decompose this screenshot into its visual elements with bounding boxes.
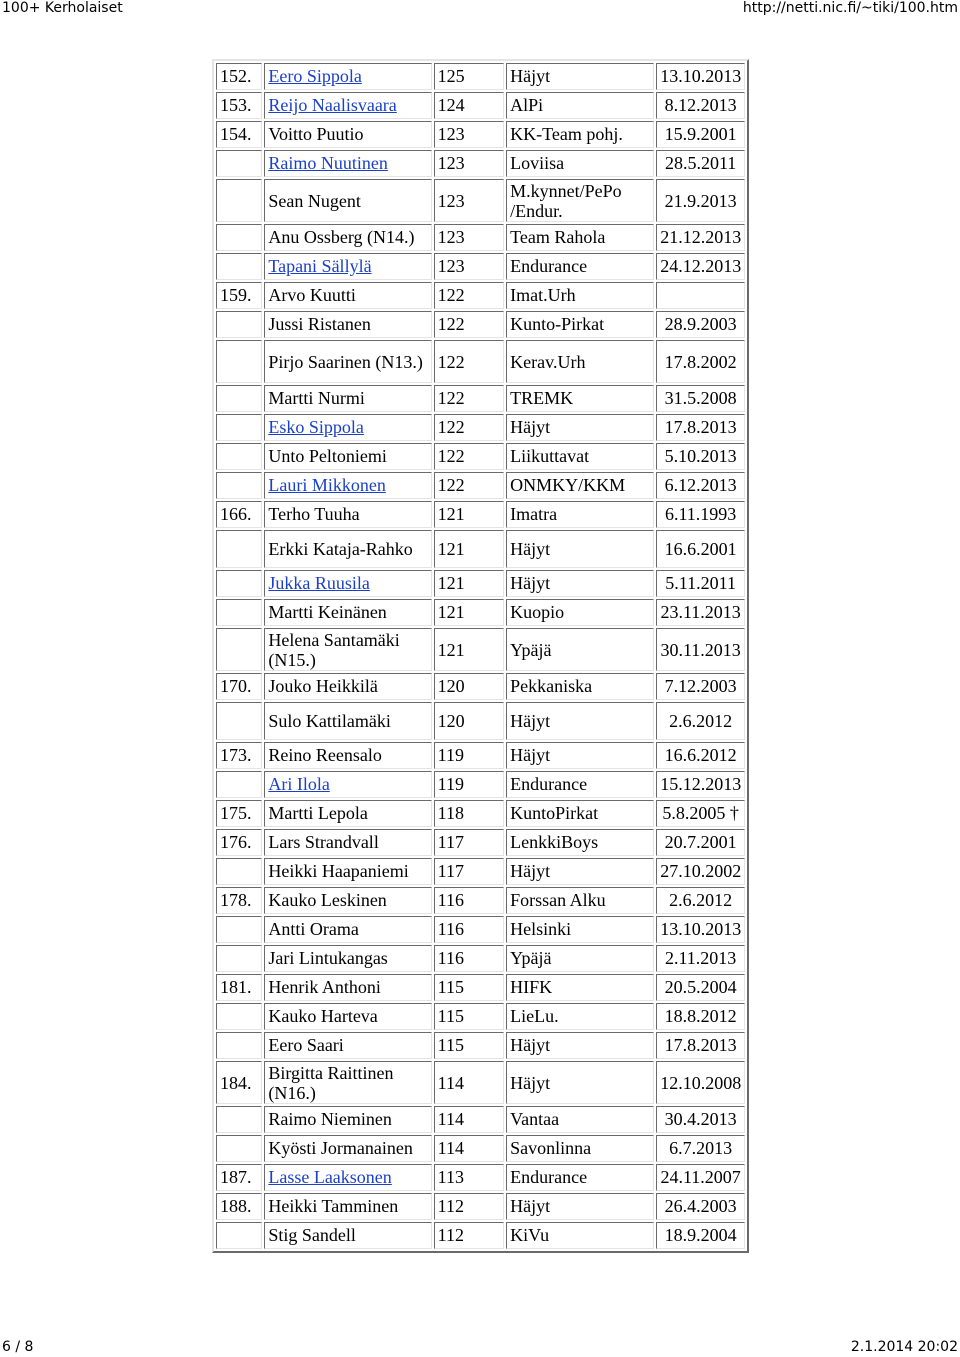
- name-cell: [264, 150, 431, 177]
- club-cell: LieLu.: [506, 1003, 654, 1030]
- club-cell: Häjyt: [506, 530, 654, 568]
- name-cell: [264, 253, 431, 280]
- points-cell: 121: [434, 570, 505, 597]
- club-cell: Häjyt: [506, 742, 654, 769]
- points-cell: 113: [434, 1164, 505, 1191]
- name-cell: Voitto Puutio: [264, 121, 431, 148]
- points-cell: 120: [434, 702, 505, 740]
- table-row: [216, 311, 745, 338]
- club-cell: Kunto-Pirkat: [506, 311, 654, 338]
- club-cell: Ypäjä: [506, 945, 654, 972]
- rank-cell: [216, 771, 262, 798]
- rank-cell: 184.: [216, 1061, 262, 1104]
- rank-cell: [216, 443, 262, 470]
- member-link[interactable]: Eero Sippola: [268, 66, 362, 86]
- points-cell: 112: [434, 1222, 505, 1249]
- club-cell: Häjyt: [506, 858, 654, 885]
- points-cell: 116: [434, 916, 505, 943]
- points-cell: 116: [434, 945, 505, 972]
- name-cell: Kauko Harteva: [264, 1003, 431, 1030]
- name-cell: Lars Strandvall: [264, 829, 431, 856]
- date-cell: 6.11.1993: [656, 501, 745, 528]
- club-cell: Liikuttavat: [506, 443, 654, 470]
- date-cell: 17.8.2002: [656, 340, 745, 383]
- date-cell: [656, 282, 745, 309]
- name-cell: Erkki Kataja-Rahko: [264, 530, 431, 568]
- name-cell: [264, 771, 431, 798]
- rank-cell: [216, 628, 262, 671]
- rank-cell: [216, 472, 262, 499]
- points-cell: 122: [434, 385, 505, 412]
- club-cell: Endurance: [506, 771, 654, 798]
- name-cell: [264, 472, 431, 499]
- date-cell: 16.6.2001: [656, 530, 745, 568]
- points-cell: 117: [434, 858, 505, 885]
- points-cell: 123: [434, 224, 505, 251]
- name-cell: Henrik Anthoni: [264, 974, 431, 1001]
- date-cell: 8.12.2013: [656, 92, 745, 119]
- points-cell: 112: [434, 1193, 505, 1220]
- table-row: [216, 887, 745, 914]
- points-cell: 123: [434, 121, 505, 148]
- member-link[interactable]: Esko Sippola: [268, 417, 364, 437]
- member-link[interactable]: Lauri Mikkonen: [268, 475, 386, 495]
- table-row: [216, 974, 745, 1001]
- table-row: [216, 1003, 745, 1030]
- table-row: [216, 1032, 745, 1059]
- name-cell: [264, 414, 431, 441]
- rank-cell: [216, 570, 262, 597]
- rank-cell: [216, 1135, 262, 1162]
- rank-cell: 178.: [216, 887, 262, 914]
- member-link[interactable]: Ari Ilola: [268, 774, 330, 794]
- name-cell: Kyösti Jormanainen: [264, 1135, 431, 1162]
- date-cell: 5.10.2013: [656, 443, 745, 470]
- club-cell: Endurance: [506, 253, 654, 280]
- date-cell: 20.5.2004: [656, 974, 745, 1001]
- name-cell: Stig Sandell: [264, 1222, 431, 1249]
- table-row: [216, 385, 745, 412]
- table-row: [216, 702, 745, 740]
- date-cell: 6.7.2013: [656, 1135, 745, 1162]
- table-row: [216, 1106, 745, 1133]
- table-row: [216, 742, 745, 769]
- print-timestamp: 2.1.2014 20:02: [850, 1339, 958, 1355]
- page-url: http://netti.nic.fi/~tiki/100.htm: [742, 0, 958, 16]
- name-cell: Eero Saari: [264, 1032, 431, 1059]
- date-cell: 6.12.2013: [656, 472, 745, 499]
- rank-cell: [216, 1032, 262, 1059]
- name-cell: [264, 570, 431, 597]
- club-cell: Häjyt: [506, 1061, 654, 1104]
- points-cell: 118: [434, 800, 505, 827]
- points-cell: 122: [434, 311, 505, 338]
- table-row: [216, 340, 745, 383]
- date-cell: 21.12.2013: [656, 224, 745, 251]
- table-row: [216, 599, 745, 626]
- table-row: [216, 673, 745, 700]
- rank-cell: [216, 311, 262, 338]
- date-cell: 30.11.2013: [656, 628, 745, 671]
- rank-cell: [216, 1106, 262, 1133]
- rank-cell: [216, 599, 262, 626]
- table-row: [216, 1061, 745, 1104]
- club-cell: KiVu: [506, 1222, 654, 1249]
- date-cell: 18.8.2012: [656, 1003, 745, 1030]
- name-cell: Birgitta Raittinen (N16.): [264, 1061, 431, 1104]
- club-cell: KK-Team pohj.: [506, 121, 654, 148]
- members-table: [212, 59, 749, 1253]
- name-cell: Sean Nugent: [264, 179, 431, 222]
- date-cell: 31.5.2008: [656, 385, 745, 412]
- table-row: [216, 282, 745, 309]
- date-cell: 16.6.2012: [656, 742, 745, 769]
- rank-cell: 166.: [216, 501, 262, 528]
- table-row: [216, 63, 745, 90]
- date-cell: 17.8.2013: [656, 414, 745, 441]
- table-row: [216, 179, 745, 222]
- club-cell: Pekkaniska: [506, 673, 654, 700]
- points-cell: 124: [434, 92, 505, 119]
- rank-cell: 154.: [216, 121, 262, 148]
- club-cell: M.kynnet/PePo /Endur.: [506, 179, 654, 222]
- name-cell: [264, 92, 431, 119]
- points-cell: 122: [434, 340, 505, 383]
- club-cell: Häjyt: [506, 702, 654, 740]
- rank-cell: 159.: [216, 282, 262, 309]
- rank-cell: 181.: [216, 974, 262, 1001]
- document-title: 100+ Kerholaiset: [2, 0, 123, 16]
- date-cell: 27.10.2002: [656, 858, 745, 885]
- points-cell: 121: [434, 599, 505, 626]
- club-cell: Loviisa: [506, 150, 654, 177]
- club-cell: Savonlinna: [506, 1135, 654, 1162]
- club-cell: Häjyt: [506, 1032, 654, 1059]
- table-row: [216, 1193, 745, 1220]
- club-cell: Endurance: [506, 1164, 654, 1191]
- rank-cell: [216, 150, 262, 177]
- date-cell: 13.10.2013: [656, 916, 745, 943]
- name-cell: Helena Santamäki (N15.): [264, 628, 431, 671]
- member-link[interactable]: Tapani Sällylä: [268, 256, 372, 276]
- table-row: [216, 121, 745, 148]
- points-cell: 114: [434, 1061, 505, 1104]
- club-cell: Imat.Urh: [506, 282, 654, 309]
- club-cell: Häjyt: [506, 570, 654, 597]
- table-row: [216, 628, 745, 671]
- rank-cell: [216, 179, 262, 222]
- rank-cell: 176.: [216, 829, 262, 856]
- table-row: [216, 530, 745, 568]
- club-cell: HIFK: [506, 974, 654, 1001]
- date-cell: 23.11.2013: [656, 599, 745, 626]
- rank-cell: [216, 414, 262, 441]
- table-row: [216, 945, 745, 972]
- rank-cell: [216, 340, 262, 383]
- name-cell: Jari Lintukangas: [264, 945, 431, 972]
- date-cell: 24.12.2013: [656, 253, 745, 280]
- date-cell: 28.5.2011: [656, 150, 745, 177]
- points-cell: 125: [434, 63, 505, 90]
- table-row: [216, 92, 745, 119]
- date-cell: 2.6.2012: [656, 887, 745, 914]
- date-cell: 7.12.2003: [656, 673, 745, 700]
- date-cell: 26.4.2003: [656, 1193, 745, 1220]
- table-row: [216, 224, 745, 251]
- club-cell: Imatra: [506, 501, 654, 528]
- club-cell: LenkkiBoys: [506, 829, 654, 856]
- name-cell: Pirjo Saarinen (N13.): [264, 340, 431, 383]
- name-cell: Anu Ossberg (N14.): [264, 224, 431, 251]
- club-cell: Häjyt: [506, 1193, 654, 1220]
- points-cell: 115: [434, 974, 505, 1001]
- points-cell: 121: [434, 628, 505, 671]
- rank-cell: 152.: [216, 63, 262, 90]
- points-cell: 123: [434, 253, 505, 280]
- club-cell: AlPi: [506, 92, 654, 119]
- name-cell: Martti Keinänen: [264, 599, 431, 626]
- rank-cell: [216, 253, 262, 280]
- rank-cell: 175.: [216, 800, 262, 827]
- name-cell: Antti Orama: [264, 916, 431, 943]
- rank-cell: [216, 1003, 262, 1030]
- club-cell: Kerav.Urh: [506, 340, 654, 383]
- name-cell: Raimo Nieminen: [264, 1106, 431, 1133]
- rank-cell: 187.: [216, 1164, 262, 1191]
- rank-cell: 173.: [216, 742, 262, 769]
- club-cell: ONMKY/KKM: [506, 472, 654, 499]
- table-row: [216, 800, 745, 827]
- points-cell: 119: [434, 771, 505, 798]
- members-table-body: [216, 63, 745, 1249]
- date-cell: 18.9.2004: [656, 1222, 745, 1249]
- date-cell: 5.8.2005 †: [656, 800, 745, 827]
- member-link[interactable]: Lasse Laaksonen: [268, 1167, 392, 1187]
- member-link[interactable]: Reijo Naalisvaara: [268, 95, 397, 115]
- points-cell: 123: [434, 179, 505, 222]
- table-row: [216, 253, 745, 280]
- table-row: [216, 771, 745, 798]
- name-cell: [264, 63, 431, 90]
- table-row: [216, 443, 745, 470]
- rank-cell: [216, 385, 262, 412]
- points-cell: 114: [434, 1135, 505, 1162]
- name-cell: Jussi Ristanen: [264, 311, 431, 338]
- points-cell: 114: [434, 1106, 505, 1133]
- rank-cell: 170.: [216, 673, 262, 700]
- date-cell: 2.11.2013: [656, 945, 745, 972]
- points-cell: 121: [434, 501, 505, 528]
- rank-cell: [216, 224, 262, 251]
- name-cell: Terho Tuuha: [264, 501, 431, 528]
- date-cell: 15.9.2001: [656, 121, 745, 148]
- date-cell: 20.7.2001: [656, 829, 745, 856]
- points-cell: 122: [434, 282, 505, 309]
- table-row: [216, 1164, 745, 1191]
- name-cell: Reino Reensalo: [264, 742, 431, 769]
- club-cell: Kuopio: [506, 599, 654, 626]
- table-row: [216, 472, 745, 499]
- table-row: [216, 916, 745, 943]
- page-number: 6 / 8: [2, 1339, 34, 1355]
- table-row: [216, 150, 745, 177]
- club-cell: Forssan Alku: [506, 887, 654, 914]
- date-cell: 13.10.2013: [656, 63, 745, 90]
- points-cell: 115: [434, 1032, 505, 1059]
- points-cell: 121: [434, 530, 505, 568]
- date-cell: 21.9.2013: [656, 179, 745, 222]
- rank-cell: [216, 1222, 262, 1249]
- club-cell: TREMK: [506, 385, 654, 412]
- date-cell: 15.12.2013: [656, 771, 745, 798]
- club-cell: Ypäjä: [506, 628, 654, 671]
- date-cell: 12.10.2008: [656, 1061, 745, 1104]
- name-cell: Martti Lepola: [264, 800, 431, 827]
- name-cell: Kauko Leskinen: [264, 887, 431, 914]
- points-cell: 119: [434, 742, 505, 769]
- rank-cell: [216, 858, 262, 885]
- date-cell: 28.9.2003: [656, 311, 745, 338]
- table-row: [216, 501, 745, 528]
- points-cell: 122: [434, 414, 505, 441]
- rank-cell: [216, 916, 262, 943]
- date-cell: 17.8.2013: [656, 1032, 745, 1059]
- club-cell: KuntoPirkat: [506, 800, 654, 827]
- points-cell: 123: [434, 150, 505, 177]
- name-cell: Jouko Heikkilä: [264, 673, 431, 700]
- points-cell: 122: [434, 443, 505, 470]
- rank-cell: [216, 702, 262, 740]
- name-cell: Sulo Kattilamäki: [264, 702, 431, 740]
- name-cell: Martti Nurmi: [264, 385, 431, 412]
- table-row: [216, 1222, 745, 1249]
- points-cell: 116: [434, 887, 505, 914]
- name-cell: Unto Peltoniemi: [264, 443, 431, 470]
- name-cell: Heikki Tamminen: [264, 1193, 431, 1220]
- name-cell: [264, 1164, 431, 1191]
- points-cell: 122: [434, 472, 505, 499]
- date-cell: 5.11.2011: [656, 570, 745, 597]
- table-row: [216, 414, 745, 441]
- name-cell: Arvo Kuutti: [264, 282, 431, 309]
- rank-cell: [216, 945, 262, 972]
- table-row: [216, 1135, 745, 1162]
- rank-cell: 153.: [216, 92, 262, 119]
- points-cell: 117: [434, 829, 505, 856]
- member-link[interactable]: Jukka Ruusila: [268, 573, 370, 593]
- club-cell: Helsinki: [506, 916, 654, 943]
- table-row: [216, 570, 745, 597]
- points-cell: 120: [434, 673, 505, 700]
- name-cell: Heikki Haapaniemi: [264, 858, 431, 885]
- member-link[interactable]: Raimo Nuutinen: [268, 153, 388, 173]
- club-cell: Häjyt: [506, 63, 654, 90]
- points-cell: 115: [434, 1003, 505, 1030]
- rank-cell: 188.: [216, 1193, 262, 1220]
- table-row: [216, 829, 745, 856]
- date-cell: 24.11.2007: [656, 1164, 745, 1191]
- date-cell: 30.4.2013: [656, 1106, 745, 1133]
- club-cell: Team Rahola: [506, 224, 654, 251]
- table-row: [216, 858, 745, 885]
- rank-cell: [216, 530, 262, 568]
- date-cell: 2.6.2012: [656, 702, 745, 740]
- club-cell: Häjyt: [506, 414, 654, 441]
- club-cell: Vantaa: [506, 1106, 654, 1133]
